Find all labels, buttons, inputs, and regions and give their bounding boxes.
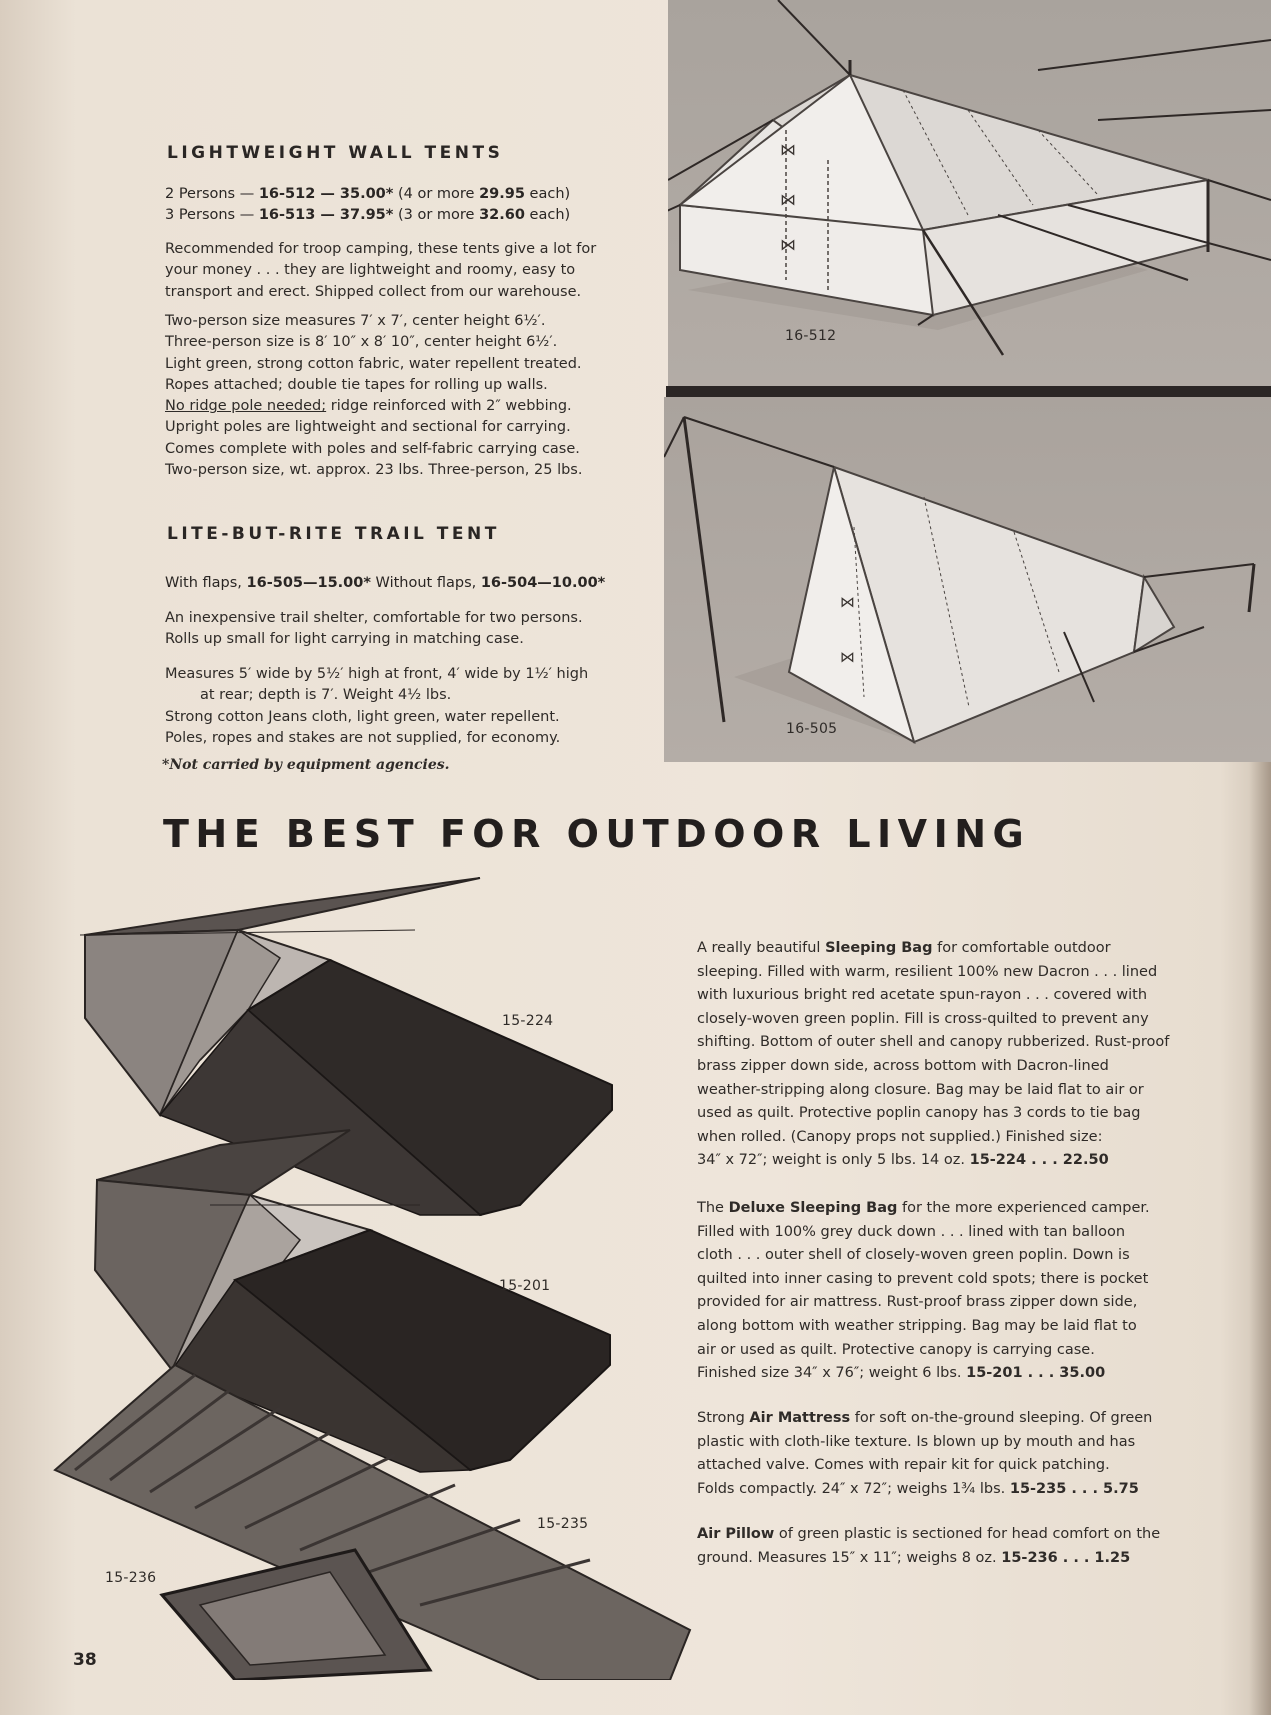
trail-tent-intro: An inexpensive trail shelter, comfortable for two persons. Rolls up small for light carrying in matching case. [165,610,583,648]
svg-text:⋈: ⋈ [840,593,855,611]
illustration-divider [666,386,1271,397]
trail-tent-specs: Measures 5′ wide by 5½′ high at front, 4′ wide by 1½′ high at rear; depth is 7′. Weight 4½ lbs. Strong cotton Jeans cloth, light green, water repellent. Poles, ropes and stakes are not supplied, for economy. [165,666,589,746]
bag-15-201-code: 15-201 [499,1278,551,1294]
wall-tents-intro: Recommended for troop camping, these tents give a lot for your money . . . they are lightweight and roomy, easy to transport and erect. Shipped collect from our warehouse. [165,241,597,300]
tent-16-512-code: 16-512 [785,328,837,344]
mattress-15-235-code: 15-235 [537,1516,589,1532]
trail-tent-price: With flaps, 16-505—15.00* Without flaps, 16-504—10.00* [165,575,606,591]
footnote: *Not carried by equipment agencies. [162,757,450,773]
wall-tent-illustration [668,0,1271,386]
bedding-illustration [0,860,700,1680]
price-line-3-persons: 3 Persons — 16-513 — 37.95* (3 or more 32.60 each) [165,207,571,223]
svg-text:⋈: ⋈ [780,235,796,254]
trail-tent-drawing [664,397,1271,762]
tent-16-505-code: 16-505 [786,721,838,737]
headline: THE BEST FOR OUTDOOR LIVING [163,812,1031,856]
svg-text:⋈: ⋈ [780,190,796,209]
bag-15-224-code: 15-224 [502,1013,554,1029]
deluxe-bag-description: The Deluxe Sleeping Bag for the more experienced camper. Filled with 100% grey duck down . . . lined with tan balloon cloth . . . outer shell of closely-woven green poplin. Down is quilted into inner casing to prevent cold spots; there is pocket provided for air mattress. Rust-proof brass zipper down side, along bottom with weather stripping. Bag may be laid flat to air or used as quilt. Protective canopy is carrying case. Finished size 34″ x 76″; weight 6 lbs. 15-201 . . . 35.00 [697,1200,1150,1382]
svg-text:⋈: ⋈ [780,140,796,159]
page-number: 38 [73,1650,97,1670]
trail-tent-title: LITE-BUT-RITE TRAIL TENT [167,524,500,544]
price-line-2-persons: 2 Persons — 16-512 — 35.00* (4 or more 29.95 each) [165,186,571,202]
wall-tent-drawing [668,0,1271,386]
svg-text:⋈: ⋈ [840,648,855,666]
air-mattress-description: Strong Air Mattress for soft on-the-ground sleeping. Of green plastic with cloth-like texture. Is blown up by mouth and has attached valve. Comes with repair kit for quick patching. Folds compactly. 24″ x 72″; weighs 1¾ lbs. 15-235 . . . 5.75 [697,1410,1153,1497]
sleeping-bag-description: A really beautiful Sleeping Bag for comfortable outdoor sleeping. Filled with warm, resilient 100% new Dacron . . . lined with luxurious bright red acetate spun-rayon . . . covered with closely-woven green poplin. Fill is cross-quilted to prevent any shifting. Bottom of outer shell and canopy rubberized. Rust-proof brass zipper down side, across bottom with Dacron-lined weather-stripping along closure. Bag may be laid flat to air or used as quilt. Protective poplin canopy has 3 cords to tie bag when rolled. (Canopy props not supplied.) Finished size: 34″ x 72″; weight is only 5 lbs. 14 oz. 15-224 . . . 22.50 [697,940,1170,1169]
trail-tent-illustration [664,397,1271,762]
wall-tents-specs: Two-person size measures 7′ x 7′, center height 6½′. Three-person size is 8′ 10″ x 8′ 10″, center height 6½′. Light green, strong cotton fabric, water repellent treated. Ropes attached; double tie tapes for rolling up walls. No ridge pole needed; ridge reinforced with 2″ webbing. Upright poles are lightweight and sectional for carrying. Comes complete with poles and self-fabric carrying case. Two-person size, wt. approx. 23 lbs. Three-person, 25 lbs. [165,313,583,479]
air-pillow-description: Air Pillow of green plastic is sectioned for head comfort on the ground. Measures 15″ x 11″; weighs 8 oz. 15-236 . . . 1.25 [697,1526,1161,1566]
pillow-15-236-code: 15-236 [105,1570,157,1586]
wall-tents-title: LIGHTWEIGHT WALL TENTS [167,143,504,163]
